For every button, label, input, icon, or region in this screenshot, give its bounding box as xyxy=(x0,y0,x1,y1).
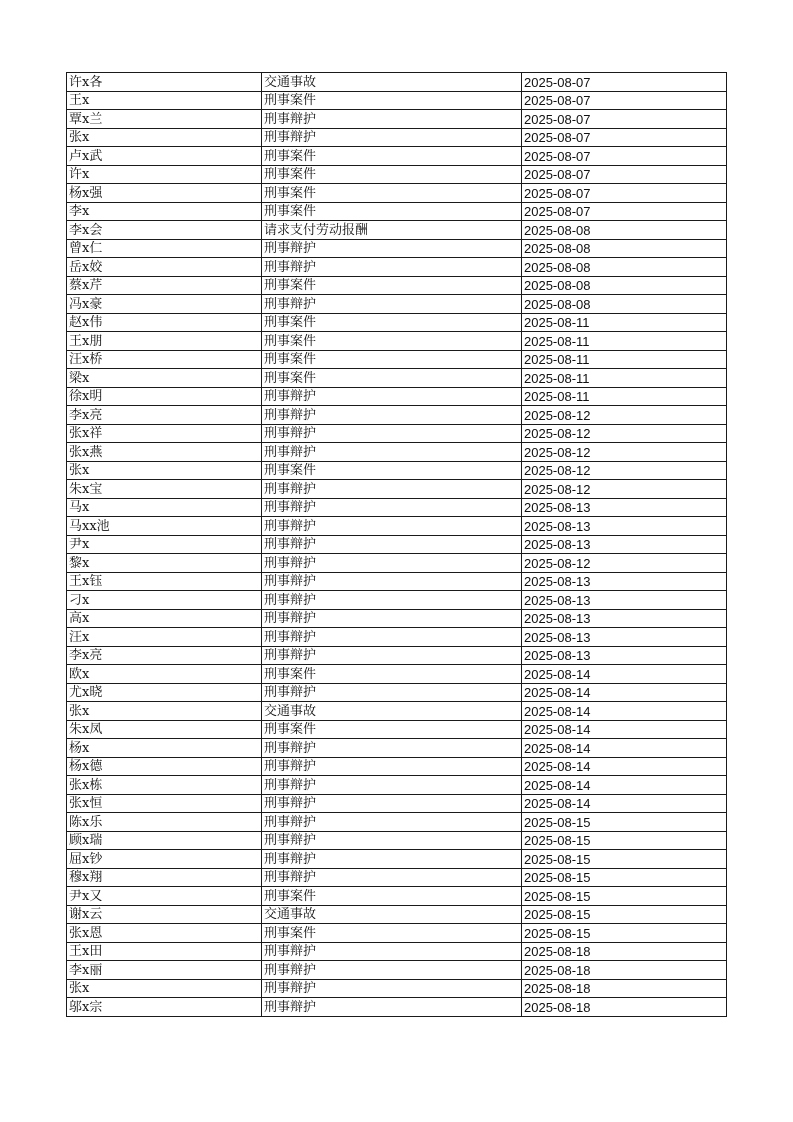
date-cell: 2025-08-07 xyxy=(522,110,727,129)
date-cell: 2025-08-18 xyxy=(522,942,727,961)
table-row xyxy=(67,702,727,721)
client-name-cell: 谢x云 xyxy=(67,905,262,924)
client-name-cell: 杨x强 xyxy=(67,184,262,203)
table-row xyxy=(67,665,727,684)
case-type-cell: 刑事辩护 xyxy=(262,998,522,1017)
client-name-cell: 尹x xyxy=(67,535,262,554)
case-type-cell: 刑事案件 xyxy=(262,924,522,943)
date-cell: 2025-08-14 xyxy=(522,739,727,758)
date-cell: 2025-08-11 xyxy=(522,387,727,406)
date-cell: 2025-08-14 xyxy=(522,720,727,739)
date-cell: 2025-08-07 xyxy=(522,147,727,166)
table-row xyxy=(67,350,727,369)
client-name-cell: 汪x xyxy=(67,628,262,647)
case-type-cell: 刑事案件 xyxy=(262,165,522,184)
date-cell: 2025-08-13 xyxy=(522,609,727,628)
client-name-cell: 尤x晓 xyxy=(67,683,262,702)
table-row xyxy=(67,480,727,499)
case-type-cell: 刑事辩护 xyxy=(262,776,522,795)
case-type-cell: 刑事辩护 xyxy=(262,554,522,573)
date-cell: 2025-08-14 xyxy=(522,702,727,721)
date-cell: 2025-08-15 xyxy=(522,924,727,943)
case-type-cell: 刑事辩护 xyxy=(262,443,522,462)
case-type-cell: 刑事辩护 xyxy=(262,831,522,850)
case-type-cell: 刑事辩护 xyxy=(262,961,522,980)
table-row xyxy=(67,572,727,591)
client-name-cell: 蔡x芹 xyxy=(67,276,262,295)
case-type-cell: 刑事案件 xyxy=(262,665,522,684)
client-name-cell: 张x栋 xyxy=(67,776,262,795)
table-row xyxy=(67,813,727,832)
case-type-cell: 刑事案件 xyxy=(262,350,522,369)
client-name-cell: 许x xyxy=(67,165,262,184)
date-cell: 2025-08-13 xyxy=(522,535,727,554)
table-row xyxy=(67,794,727,813)
date-cell: 2025-08-18 xyxy=(522,979,727,998)
case-type-cell: 刑事辩护 xyxy=(262,406,522,425)
client-name-cell: 马x xyxy=(67,498,262,517)
case-type-cell: 刑事辩护 xyxy=(262,424,522,443)
client-name-cell: 张x恒 xyxy=(67,794,262,813)
table-row xyxy=(67,554,727,573)
case-type-cell: 刑事案件 xyxy=(262,887,522,906)
date-cell: 2025-08-13 xyxy=(522,628,727,647)
table-row xyxy=(67,443,727,462)
date-cell: 2025-08-18 xyxy=(522,961,727,980)
client-name-cell: 王x钰 xyxy=(67,572,262,591)
case-type-cell: 刑事案件 xyxy=(262,184,522,203)
case-type-cell: 刑事案件 xyxy=(262,147,522,166)
table-row xyxy=(67,332,727,351)
date-cell: 2025-08-11 xyxy=(522,313,727,332)
client-name-cell: 张x xyxy=(67,702,262,721)
client-name-cell: 穆x翔 xyxy=(67,868,262,887)
table-row xyxy=(67,276,727,295)
table-row xyxy=(67,628,727,647)
case-type-cell: 刑事案件 xyxy=(262,720,522,739)
date-cell: 2025-08-07 xyxy=(522,165,727,184)
case-type-cell: 刑事辩护 xyxy=(262,517,522,536)
case-type-cell: 刑事辩护 xyxy=(262,535,522,554)
client-name-cell: 马xx池 xyxy=(67,517,262,536)
client-name-cell: 李x亮 xyxy=(67,406,262,425)
client-name-cell: 朱x凤 xyxy=(67,720,262,739)
client-name-cell: 岳x姣 xyxy=(67,258,262,277)
case-type-cell: 刑事辩护 xyxy=(262,757,522,776)
client-name-cell: 刁x xyxy=(67,591,262,610)
case-type-cell: 刑事辩护 xyxy=(262,239,522,258)
client-name-cell: 曾x仁 xyxy=(67,239,262,258)
client-name-cell: 张x xyxy=(67,979,262,998)
table-row xyxy=(67,961,727,980)
table-row xyxy=(67,979,727,998)
case-type-cell: 刑事辩护 xyxy=(262,498,522,517)
table-row xyxy=(67,609,727,628)
client-name-cell: 张x xyxy=(67,461,262,480)
table-row xyxy=(67,73,727,92)
case-type-cell: 刑事辩护 xyxy=(262,683,522,702)
case-table-body xyxy=(67,73,727,1017)
client-name-cell: 尹x又 xyxy=(67,887,262,906)
table-row xyxy=(67,591,727,610)
table-row xyxy=(67,461,727,480)
client-name-cell: 张x燕 xyxy=(67,443,262,462)
table-row xyxy=(67,739,727,758)
date-cell: 2025-08-18 xyxy=(522,998,727,1017)
client-name-cell: 张x祥 xyxy=(67,424,262,443)
case-type-cell: 刑事案件 xyxy=(262,276,522,295)
date-cell: 2025-08-15 xyxy=(522,905,727,924)
case-type-cell: 刑事辩护 xyxy=(262,258,522,277)
client-name-cell: 杨x德 xyxy=(67,757,262,776)
case-type-cell: 刑事辩护 xyxy=(262,591,522,610)
table-row xyxy=(67,202,727,221)
date-cell: 2025-08-13 xyxy=(522,498,727,517)
client-name-cell: 顾x瑞 xyxy=(67,831,262,850)
case-type-cell: 请求支付劳动报酬 xyxy=(262,221,522,240)
table-row xyxy=(67,517,727,536)
table-row xyxy=(67,110,727,129)
client-name-cell: 覃x兰 xyxy=(67,110,262,129)
document-page xyxy=(66,72,727,1017)
table-row xyxy=(67,535,727,554)
date-cell: 2025-08-12 xyxy=(522,424,727,443)
date-cell: 2025-08-07 xyxy=(522,73,727,92)
case-type-cell: 刑事辩护 xyxy=(262,480,522,499)
case-table xyxy=(66,72,727,1017)
table-row xyxy=(67,831,727,850)
case-type-cell: 刑事辩护 xyxy=(262,794,522,813)
case-type-cell: 刑事案件 xyxy=(262,332,522,351)
table-row xyxy=(67,942,727,961)
case-type-cell: 刑事辩护 xyxy=(262,646,522,665)
date-cell: 2025-08-14 xyxy=(522,776,727,795)
client-name-cell: 李x丽 xyxy=(67,961,262,980)
date-cell: 2025-08-11 xyxy=(522,369,727,388)
client-name-cell: 李x会 xyxy=(67,221,262,240)
date-cell: 2025-08-08 xyxy=(522,221,727,240)
case-type-cell: 刑事辩护 xyxy=(262,572,522,591)
table-row xyxy=(67,91,727,110)
client-name-cell: 李x亮 xyxy=(67,646,262,665)
client-name-cell: 梁x xyxy=(67,369,262,388)
case-type-cell: 刑事辩护 xyxy=(262,868,522,887)
table-row xyxy=(67,147,727,166)
client-name-cell: 卢x武 xyxy=(67,147,262,166)
date-cell: 2025-08-15 xyxy=(522,887,727,906)
table-row xyxy=(67,239,727,258)
case-type-cell: 刑事辩护 xyxy=(262,609,522,628)
table-row xyxy=(67,313,727,332)
date-cell: 2025-08-15 xyxy=(522,850,727,869)
case-type-cell: 刑事辩护 xyxy=(262,387,522,406)
date-cell: 2025-08-12 xyxy=(522,443,727,462)
date-cell: 2025-08-07 xyxy=(522,184,727,203)
date-cell: 2025-08-13 xyxy=(522,572,727,591)
case-type-cell: 刑事辩护 xyxy=(262,128,522,147)
date-cell: 2025-08-14 xyxy=(522,794,727,813)
date-cell: 2025-08-13 xyxy=(522,517,727,536)
case-type-cell: 刑事辩护 xyxy=(262,739,522,758)
table-row xyxy=(67,646,727,665)
case-type-cell: 刑事案件 xyxy=(262,369,522,388)
table-row xyxy=(67,868,727,887)
case-type-cell: 刑事辩护 xyxy=(262,850,522,869)
case-type-cell: 刑事辩护 xyxy=(262,110,522,129)
date-cell: 2025-08-12 xyxy=(522,554,727,573)
case-type-cell: 刑事辩护 xyxy=(262,942,522,961)
client-name-cell: 王x朋 xyxy=(67,332,262,351)
case-type-cell: 刑事辩护 xyxy=(262,628,522,647)
table-row xyxy=(67,369,727,388)
date-cell: 2025-08-14 xyxy=(522,683,727,702)
table-row xyxy=(67,128,727,147)
table-row xyxy=(67,424,727,443)
date-cell: 2025-08-08 xyxy=(522,239,727,258)
client-name-cell: 欧x xyxy=(67,665,262,684)
table-row xyxy=(67,683,727,702)
case-type-cell: 刑事案件 xyxy=(262,202,522,221)
case-type-cell: 刑事辩护 xyxy=(262,813,522,832)
client-name-cell: 徐x明 xyxy=(67,387,262,406)
date-cell: 2025-08-07 xyxy=(522,202,727,221)
table-row xyxy=(67,165,727,184)
date-cell: 2025-08-08 xyxy=(522,295,727,314)
client-name-cell: 李x xyxy=(67,202,262,221)
date-cell: 2025-08-12 xyxy=(522,480,727,499)
client-name-cell: 朱x宝 xyxy=(67,480,262,499)
table-row xyxy=(67,498,727,517)
client-name-cell: 赵x伟 xyxy=(67,313,262,332)
date-cell: 2025-08-15 xyxy=(522,868,727,887)
client-name-cell: 张x xyxy=(67,128,262,147)
date-cell: 2025-08-15 xyxy=(522,813,727,832)
case-type-cell: 交通事故 xyxy=(262,905,522,924)
table-row xyxy=(67,387,727,406)
table-row xyxy=(67,924,727,943)
client-name-cell: 王x田 xyxy=(67,942,262,961)
date-cell: 2025-08-08 xyxy=(522,276,727,295)
date-cell: 2025-08-14 xyxy=(522,665,727,684)
client-name-cell: 陈x乐 xyxy=(67,813,262,832)
date-cell: 2025-08-12 xyxy=(522,461,727,480)
table-row xyxy=(67,406,727,425)
table-row xyxy=(67,905,727,924)
case-type-cell: 刑事辩护 xyxy=(262,295,522,314)
date-cell: 2025-08-13 xyxy=(522,591,727,610)
table-row xyxy=(67,887,727,906)
client-name-cell: 冯x豪 xyxy=(67,295,262,314)
date-cell: 2025-08-15 xyxy=(522,831,727,850)
table-row xyxy=(67,258,727,277)
case-type-cell: 交通事故 xyxy=(262,702,522,721)
table-row xyxy=(67,720,727,739)
client-name-cell: 王x xyxy=(67,91,262,110)
client-name-cell: 汪x桥 xyxy=(67,350,262,369)
date-cell: 2025-08-11 xyxy=(522,350,727,369)
case-type-cell: 交通事故 xyxy=(262,73,522,92)
client-name-cell: 张x恩 xyxy=(67,924,262,943)
case-type-cell: 刑事案件 xyxy=(262,461,522,480)
table-row xyxy=(67,221,727,240)
table-row xyxy=(67,850,727,869)
client-name-cell: 高x xyxy=(67,609,262,628)
client-name-cell: 黎x xyxy=(67,554,262,573)
client-name-cell: 许x各 xyxy=(67,73,262,92)
date-cell: 2025-08-11 xyxy=(522,332,727,351)
date-cell: 2025-08-12 xyxy=(522,406,727,425)
table-row xyxy=(67,998,727,1017)
table-row xyxy=(67,295,727,314)
date-cell: 2025-08-14 xyxy=(522,757,727,776)
case-type-cell: 刑事案件 xyxy=(262,313,522,332)
date-cell: 2025-08-13 xyxy=(522,646,727,665)
date-cell: 2025-08-07 xyxy=(522,128,727,147)
case-type-cell: 刑事辩护 xyxy=(262,979,522,998)
date-cell: 2025-08-08 xyxy=(522,258,727,277)
table-row xyxy=(67,757,727,776)
client-name-cell: 邬x宗 xyxy=(67,998,262,1017)
table-row xyxy=(67,184,727,203)
table-row xyxy=(67,776,727,795)
client-name-cell: 杨x xyxy=(67,739,262,758)
case-type-cell: 刑事案件 xyxy=(262,91,522,110)
client-name-cell: 屈x钞 xyxy=(67,850,262,869)
date-cell: 2025-08-07 xyxy=(522,91,727,110)
